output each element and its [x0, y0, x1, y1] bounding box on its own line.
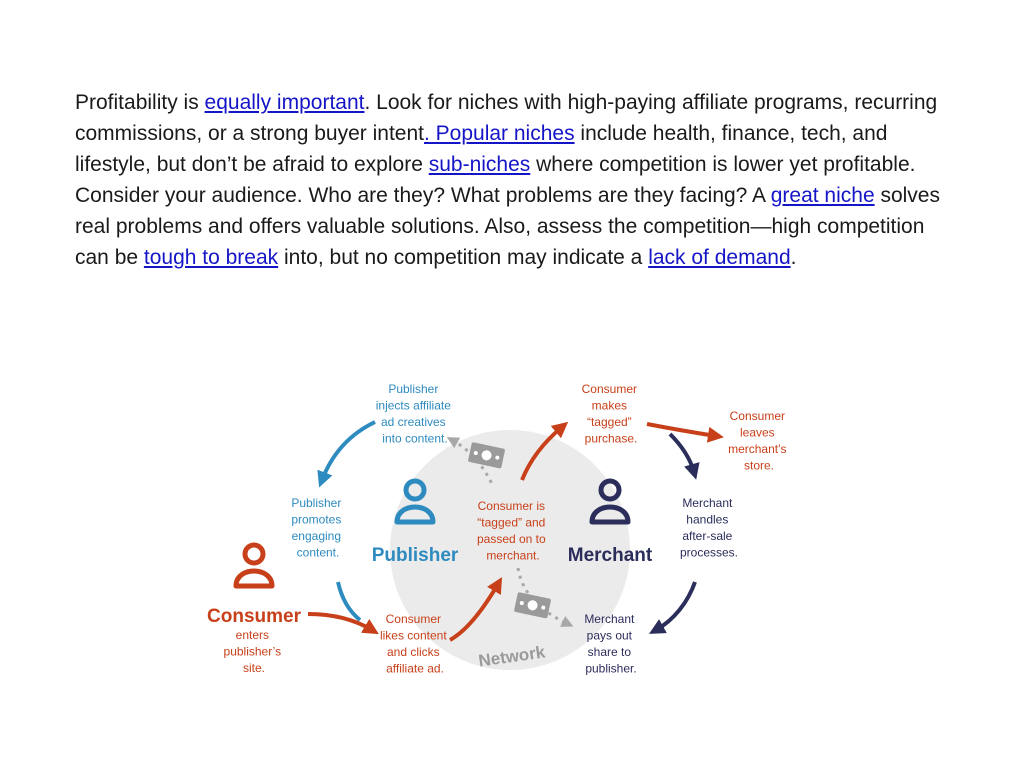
affiliate-marketing-diagram: [200, 372, 820, 692]
step-consumer-purchase: Consumer makes “tagged” purchase.: [581, 382, 638, 446]
link-tough-to-break[interactable]: tough to break: [143, 246, 279, 269]
arrow-purchase-to-leaves: [647, 424, 716, 436]
arrow-store-to-handles: [670, 434, 694, 472]
arrow-handles-to-pays: [656, 582, 695, 630]
step-merchant-pays: Merchant pays out share to publisher.: [584, 612, 637, 676]
consumer-person-icon: [236, 545, 272, 586]
arrow-publisher-to-promote: [322, 422, 375, 480]
arrow-consumer-to-likes: [308, 614, 372, 630]
step-publisher-promotes: Publisher promotes engaging content.: [291, 496, 342, 560]
step-consumer-tagged: Consumer is “tagged” and passed on to merchant.: [476, 499, 546, 563]
step-merchant-handles: Merchant handles after-sale processes.: [679, 496, 739, 560]
consumer-label: Consumer: [207, 606, 301, 627]
link-lack-of-demand[interactable]: lack of demand: [648, 246, 791, 269]
link-equally-important[interactable]: equally important: [204, 91, 365, 114]
link-popular-niches[interactable]: . Popular niches: [423, 122, 575, 145]
step-publisher-injects: Publisher injects affiliate ad creatives into content.: [375, 382, 451, 446]
arrow-promote-to-likes: [338, 582, 360, 620]
step-consumer-enters: enters publisher’s site.: [223, 628, 282, 675]
link-sub-niches[interactable]: sub-niches: [428, 153, 531, 176]
step-consumer-likes: Consumer likes content and clicks affiliate ad.: [379, 612, 447, 676]
article-text: [75, 87, 955, 273]
link-great-niche[interactable]: great niche: [770, 184, 875, 207]
paragraph-profitability: Profitability is equally important. Look for niches with high-paying affiliate programs, recurring commissions, or a strong buyer intent. Popular niches include health, finance, tech, and lifestyle, but don’t be afraid to explore sub-niches where competition is lower yet profitable.: [75, 91, 938, 176]
paragraph-audience: Consider your audience. Who are they? What problems are they facing? A great niche solves real problems and offers valuable solutions. Also, assess the competition—high competition can be tough to break into, but no competition may indicate a lack of demand.: [75, 184, 940, 269]
network-label: Network: [477, 642, 547, 671]
step-consumer-leaves: Consumer leaves merchant’s store.: [728, 409, 787, 473]
merchant-label: Merchant: [567, 545, 653, 566]
publisher-label: Publisher: [371, 545, 459, 566]
